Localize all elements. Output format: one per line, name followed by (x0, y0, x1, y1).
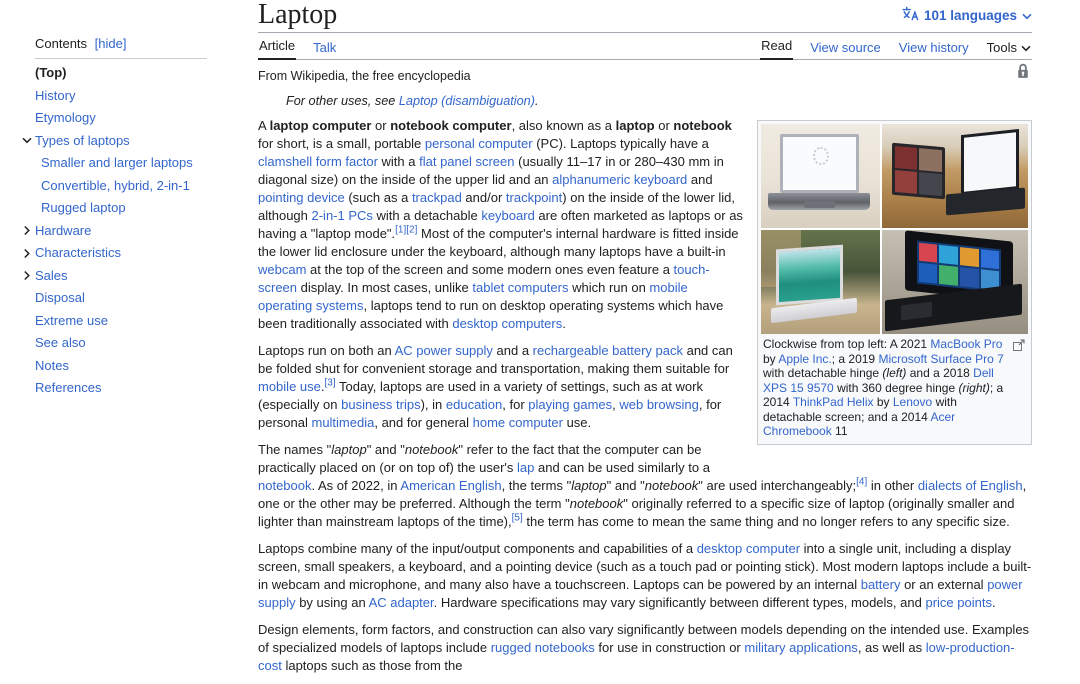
toc-item-hardware[interactable] (22, 224, 222, 238)
title-row (258, 0, 1032, 33)
text-run: ), in (420, 397, 446, 412)
inline-link[interactable]: Dell XPS 15 9570 (763, 366, 994, 395)
languages-count-label: 101 languages (923, 7, 1017, 23)
tab-label: Read (761, 38, 793, 53)
text-run: . (320, 379, 325, 394)
inline-link[interactable]: web browsing (619, 397, 699, 412)
text-run: display. In most cases, unlike (297, 280, 473, 295)
toc-divider (35, 58, 207, 59)
inline-link[interactable]: playing games (528, 397, 613, 412)
text-run: , laptops tend to run on desktop operating systems which have been traditionally associated with (258, 298, 724, 331)
toc-item-extreme-use[interactable] (22, 314, 222, 328)
inline-link[interactable]: trackpad (411, 190, 462, 205)
toc-list (22, 66, 222, 395)
text-run: " refer to the fact that the computer can be practically placed on (or on top of) the user's (258, 442, 702, 475)
toc-link[interactable]: (Top) (35, 65, 67, 80)
text-run: laptop (615, 118, 655, 133)
text-run: by using an (295, 595, 369, 610)
inline-link[interactable]: notebook (258, 478, 312, 493)
toc-item-smaller-and-larger-laptops[interactable] (22, 156, 222, 170)
inline-link[interactable]: Apple Inc. (778, 351, 832, 366)
toc-item-sales[interactable] (22, 269, 222, 283)
text-run: with 360 degree hinge (833, 380, 959, 395)
inline-link[interactable]: 2-in-1 PCs (311, 208, 373, 223)
laptop-collage-figure (757, 120, 1032, 445)
toc-link[interactable]: Characteristics (35, 245, 121, 260)
photo-surface-and-dell (882, 124, 1028, 228)
text-run: . Hardware specifications may vary significantly between different types, models, and (433, 595, 926, 610)
text-run: , for (502, 397, 529, 412)
toc-link[interactable]: Rugged laptop (41, 200, 126, 215)
text-run: laptops such as those from the (281, 658, 463, 673)
inline-link[interactable]: rugged notebooks (490, 640, 595, 655)
inline-link[interactable]: rechargeable battery pack (532, 343, 683, 358)
photo-thinkpad-helix (882, 230, 1028, 334)
text-run: , (612, 397, 620, 412)
inline-link[interactable]: MacBook Pro (930, 337, 1003, 351)
text-run: or (371, 118, 391, 133)
inline-link[interactable]: home computer (472, 415, 563, 430)
toc-item-references[interactable] (22, 381, 222, 395)
text-run: laptop (571, 478, 607, 493)
languages-button[interactable] (902, 6, 1032, 24)
tab-talk[interactable] (312, 35, 337, 60)
text-run: Laptops combine many of the input/output components and capabilities of a (258, 541, 697, 556)
toc-link[interactable]: Notes (35, 357, 69, 373)
text-run: laptop (331, 442, 367, 457)
text-run: in other (867, 478, 918, 493)
reference-link[interactable]: [5] (511, 512, 523, 524)
photo-macbook-pro (761, 124, 880, 228)
text-run: laptop computer (269, 118, 372, 133)
chevron-down-icon (1022, 8, 1032, 23)
text-run: for short, is a small, portable (258, 136, 425, 151)
chevron-down-icon (1021, 40, 1031, 55)
text-run: use. (562, 415, 592, 430)
tab-label: Article (259, 38, 296, 53)
text-run: or an external (900, 577, 988, 592)
text-run: . As of 2022, in (311, 478, 401, 493)
text-run: Design elements, form factors, and construction can also vary significantly between models depending on the intended use. Examples of specialized models of laptops include (258, 622, 1030, 655)
tab-view-source[interactable] (809, 35, 882, 60)
text-run: (PC). Laptops typically have a (532, 136, 709, 151)
laptop-collage-image[interactable] (761, 124, 1028, 334)
text-run: , one or the other may be preferred. Although the term " (258, 478, 1027, 511)
toc-item-top[interactable] (22, 66, 222, 80)
inline-link[interactable]: multimedia (311, 415, 375, 430)
toc-item-types-of-laptops[interactable] (22, 134, 222, 148)
text-run: . (534, 94, 539, 108)
inline-link[interactable]: mobile use (258, 379, 321, 394)
inline-link[interactable]: keyboard (481, 208, 535, 223)
inline-link[interactable]: American English (400, 478, 502, 493)
inline-link[interactable]: trackpoint (505, 190, 563, 205)
figure-caption (761, 334, 1028, 441)
toc-link[interactable]: Extreme use (35, 312, 108, 328)
text-run: A (258, 118, 270, 133)
toc-hide-link[interactable]: [hide] (94, 36, 127, 51)
namespace-tabs (258, 33, 353, 59)
site-subtitle: From Wikipedia, the free encyclopedia (258, 69, 471, 83)
translate-icon (902, 6, 919, 24)
view-tabs (744, 33, 1032, 59)
text-run: and/or (461, 190, 506, 205)
text-run: with detachable screen; and a 2014 (763, 395, 957, 424)
text-run: Laptops run on both an (258, 343, 395, 358)
tab-read[interactable] (760, 33, 793, 60)
inline-link[interactable]: business trips (341, 397, 421, 412)
text-run: For other uses, see (286, 94, 399, 108)
toc-link[interactable]: See also (35, 335, 86, 350)
inline-link[interactable]: alphanumeric keyboard (552, 172, 688, 187)
text-run: Today, laptops are used in a variety of settings, such as at work (especially on (258, 379, 703, 412)
paragraph (258, 621, 1032, 675)
tab-view-history[interactable] (898, 35, 970, 60)
text-run: Most of the computer's internal hardware is fitted inside the lower lid enclosure under the keyboard, although many laptops have a built-in (258, 226, 739, 259)
inline-link[interactable]: Microsoft Surface Pro 7 (878, 351, 1004, 366)
text-run: with a (377, 154, 420, 169)
text-run: or (654, 118, 674, 133)
inline-link[interactable]: education (445, 397, 503, 412)
text-run: by (763, 351, 779, 366)
page-title: Laptop (258, 0, 338, 30)
chevron-down-icon[interactable] (22, 137, 35, 144)
text-run: (such as a (344, 190, 412, 205)
toc-link[interactable]: Hardware (35, 222, 92, 238)
text-run: into a single unit, including a display screen, small speakers, a keyboard, and a pointing device (such as a touch pad or pointing stick). Most modern laptops include a built-in webcam and microphone, and many also have a touchscreen. Laptops can be powered by an internal (258, 541, 1032, 592)
text-run: . (991, 595, 996, 610)
inline-link[interactable]: military applications (744, 640, 858, 655)
toc-item-history[interactable] (22, 89, 222, 103)
text-run: " originally referred to a specific size of laptop (originally smaller and lighter than mainstream laptops of the time), (258, 496, 1015, 529)
macbook-keyboard (768, 193, 870, 211)
table-of-contents (22, 36, 222, 404)
inline-link[interactable]: AC adapter (368, 595, 434, 610)
text-run: and (687, 172, 713, 187)
toc-link[interactable]: References (35, 380, 102, 395)
text-run: Clockwise from top left: A 2021 (763, 337, 931, 351)
text-run: notebook (569, 496, 624, 511)
text-run: . (562, 316, 566, 331)
text-run: ) on the inside of the lower lid, although (258, 190, 735, 223)
text-run: , the terms " (501, 478, 572, 493)
inline-link[interactable]: desktop computer (696, 541, 801, 556)
inline-link[interactable]: touch-screen (258, 262, 710, 295)
reference-link[interactable]: [4] (856, 476, 868, 488)
inline-link[interactable]: Acer Chromebook (763, 409, 956, 438)
chromebook-screen (776, 244, 843, 305)
toc-item-characteristics[interactable] (22, 246, 222, 260)
text-run: " are used interchangeably; (698, 478, 857, 493)
semi-protected-lock-icon[interactable] (1016, 63, 1030, 84)
toc-item-disposal[interactable] (22, 291, 222, 305)
toc-link[interactable]: Disposal (35, 290, 85, 305)
inline-link[interactable]: AC power supply (394, 343, 493, 358)
text-run: notebook computer (390, 118, 512, 133)
toc-heading (35, 36, 222, 52)
chevron-right-icon[interactable] (22, 250, 35, 257)
text-run: (usually 11–17 in or 280–430 mm in diagonal size) on the inside of the upper lid and an (258, 154, 724, 187)
text-run: with detachable hinge (763, 366, 883, 380)
inline-link[interactable]: Lenovo (892, 395, 933, 409)
text-run: by (873, 395, 893, 409)
tab-label: View source (810, 40, 881, 55)
tab-label: Talk (313, 40, 337, 55)
paragraph (258, 540, 1032, 612)
toc-link[interactable]: Convertible, hybrid, 2-in-1 (41, 177, 190, 193)
text-run: , for personal (258, 397, 722, 430)
inline-link[interactable]: power supply (258, 577, 1023, 610)
toc-link[interactable]: History (35, 87, 76, 103)
inline-link[interactable]: pointing device (258, 190, 345, 205)
text-run: and a (492, 343, 533, 358)
inline-link[interactable]: Laptop (disambiguation) (398, 94, 535, 108)
inline-link[interactable]: lap (517, 460, 535, 475)
tab-tools[interactable] (986, 35, 1032, 60)
thinkpad-keyboard (885, 284, 1022, 332)
toc-heading-label: Contents (35, 36, 88, 51)
text-run: , also known as a (511, 118, 616, 133)
text-run: and can be folded shut for convenient storage and transportation, making them suitable for (258, 343, 733, 376)
tab-label: Tools (986, 40, 1017, 55)
text-run: with a detachable (372, 208, 482, 223)
reference-link[interactable]: [2] (406, 224, 418, 236)
reference-link[interactable]: [3] (324, 377, 336, 389)
tab-label: View history (898, 40, 969, 55)
inline-link[interactable]: ThinkPad Helix (792, 395, 874, 409)
text-run: " and " (606, 478, 645, 493)
text-run: notebook (673, 118, 732, 133)
text-run: at the top of the screen and some modern ones even feature a (306, 262, 674, 277)
text-run: The names " (258, 442, 332, 457)
text-run: (right) (958, 380, 990, 395)
surface-pro-screen (892, 142, 945, 199)
photo-acer-chromebook (761, 230, 880, 334)
toc-link[interactable]: Sales (35, 267, 68, 283)
text-run: 11 (831, 424, 848, 438)
inline-link[interactable]: price points (925, 595, 992, 610)
chevron-right-icon[interactable] (22, 227, 35, 234)
text-run: , as well as (857, 640, 926, 655)
text-run: " and " (366, 442, 405, 457)
inline-link[interactable]: personal computer (424, 136, 533, 151)
inline-link[interactable]: battery (860, 577, 901, 592)
inline-link[interactable]: flat panel screen (419, 154, 515, 169)
dell-xps-base (946, 187, 1025, 215)
text-run: , and for general (374, 415, 473, 430)
inline-link[interactable]: webcam (258, 262, 307, 277)
text-run: notebook (404, 442, 459, 457)
toc-item-rugged-laptop[interactable] (22, 201, 222, 215)
text-run: notebook (644, 478, 699, 493)
macbook-screen (780, 134, 859, 192)
toc-item-etymology[interactable] (22, 111, 222, 125)
toc-link[interactable]: Etymology (35, 110, 96, 125)
chevron-right-icon[interactable] (22, 272, 35, 279)
text-run: and a 2018 (906, 366, 974, 380)
text-run: (left) (882, 366, 907, 380)
inline-link[interactable]: dialects of English (917, 478, 1023, 493)
paragraph (258, 441, 1032, 531)
inline-link[interactable]: tablet computers (472, 280, 569, 295)
toc-item-convertible-hybrid-2-in-1[interactable] (22, 179, 222, 193)
text-run: which run on (568, 280, 650, 295)
text-run: are often marketed as laptops or as having a "laptop mode". (258, 208, 743, 241)
hatnote (258, 94, 1032, 108)
inline-link[interactable]: mobile operating systems (258, 280, 688, 313)
enlarge-icon[interactable] (1013, 339, 1025, 355)
article-body (258, 117, 1032, 675)
text-run: the term has come to mean the same thing and no longer refers to any specific size. (522, 514, 1010, 529)
toc-link[interactable]: Smaller and larger laptops (41, 155, 193, 170)
inline-link[interactable]: clamshell form factor (258, 154, 378, 169)
reference-link[interactable]: [1] (395, 224, 407, 236)
tab-article[interactable] (258, 33, 296, 60)
inline-link[interactable]: desktop computers (452, 316, 563, 331)
toc-item-notes[interactable] (22, 359, 222, 373)
text-run: for use in construction or (594, 640, 745, 655)
text-run: ; a 2019 (831, 351, 879, 366)
article-tab-bar (258, 33, 1032, 60)
inline-link[interactable]: low-production-cost (258, 640, 1015, 673)
toc-item-see-also[interactable] (22, 336, 222, 350)
text-run: and can be used similarly to a (534, 460, 710, 475)
dell-xps-screen (961, 129, 1019, 195)
text-run: ; a 2014 (763, 380, 1004, 409)
article-content (258, 0, 1032, 684)
toc-link[interactable]: Types of laptops (35, 132, 130, 148)
